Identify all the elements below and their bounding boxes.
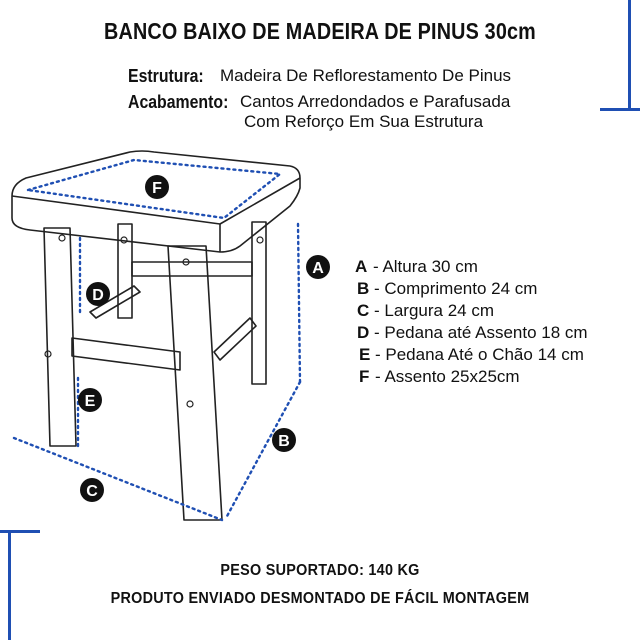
- legend-text: - Assento 25x25cm: [375, 367, 520, 386]
- screw: [257, 237, 263, 243]
- marker-a: [306, 255, 330, 279]
- spec-key-acabamento: Acabamento:: [128, 92, 229, 112]
- legend-text: - Largura 24 cm: [374, 301, 494, 320]
- stool-diagram: [0, 140, 340, 530]
- back-leg-right: [252, 222, 266, 384]
- marker-d: [86, 282, 110, 306]
- marker-e-label: E: [84, 393, 96, 410]
- legend-letter: E: [359, 345, 371, 364]
- legend-text: - Comprimento 24 cm: [374, 279, 538, 298]
- legend-text: - Pedana até Assento 18 cm: [374, 323, 588, 342]
- screw: [59, 235, 65, 241]
- legend-letter: B: [357, 279, 370, 298]
- legend-text: - Altura 30 cm: [373, 257, 478, 276]
- spec-value-acabamento-line2: Com Reforço Em Sua Estrutura: [244, 112, 484, 131]
- marker-c: [80, 478, 104, 502]
- page-title: BANCO BAIXO DE MADEIRA DE PINUS 30cm: [104, 18, 536, 44]
- front-rail: [72, 338, 180, 370]
- front-leg-left: [44, 228, 76, 446]
- accent-line-top-right: [628, 0, 631, 110]
- back-rail: [132, 262, 252, 276]
- accent-line-bottom-left-h: [0, 530, 40, 533]
- marker-b: [272, 428, 296, 452]
- legend-text: - Pedana Até o Chão 14 cm: [375, 345, 584, 364]
- spec-key-estrutura: Estrutura:: [128, 66, 204, 86]
- marker-b-label: B: [278, 433, 290, 450]
- footer-assembly: PRODUTO ENVIADO DESMONTADO DE FÁCIL MONTAGEM: [110, 590, 530, 607]
- accent-line-top-right-h: [600, 108, 640, 111]
- accent-line-bottom-left: [8, 530, 11, 640]
- legend-letter: F: [359, 367, 370, 386]
- marker-c-label: C: [86, 483, 98, 500]
- footer-weight: PESO SUPORTADO: 140 KG: [220, 562, 420, 579]
- marker-d-label: D: [92, 287, 104, 304]
- marker-a-label: A: [312, 260, 324, 277]
- legend-letter: A: [355, 257, 368, 276]
- side-rail-right: [214, 318, 256, 360]
- dim-width-c: [14, 438, 222, 520]
- legend-letter: D: [357, 323, 370, 342]
- marker-f: [145, 175, 169, 199]
- spec-value-estrutura: Madeira De Reflorestamento De Pinus: [220, 66, 512, 85]
- screw: [187, 401, 193, 407]
- dim-height-a: [298, 224, 300, 382]
- marker-f-label: F: [152, 180, 162, 197]
- front-leg-right: [168, 246, 222, 520]
- marker-e: [78, 388, 102, 412]
- spec-value-acabamento: Cantos Arredondados e Parafusada: [240, 92, 511, 111]
- legend-letter: C: [357, 301, 370, 320]
